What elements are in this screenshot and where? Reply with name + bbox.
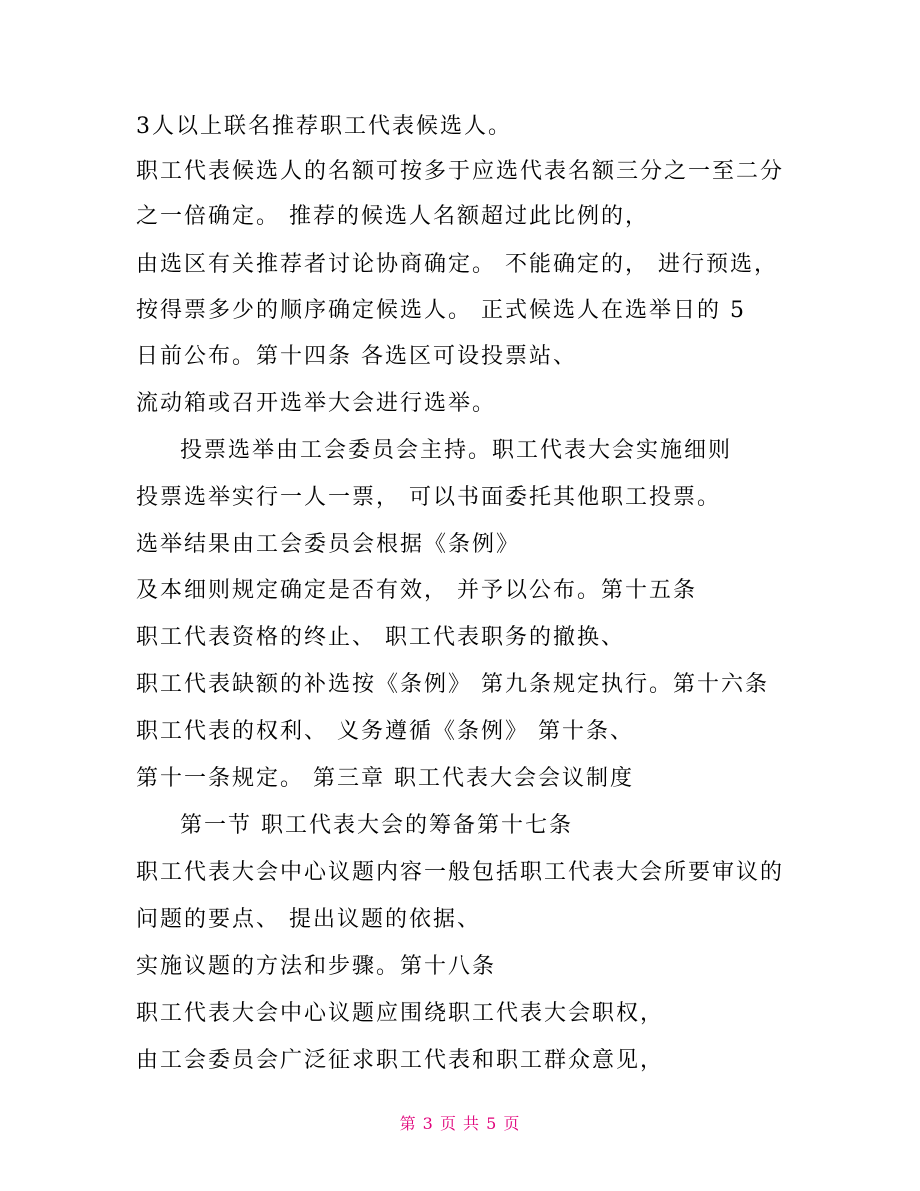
text-line-17: 职工代表大会中心议题内容一般包括职工代表大会所要审议的 [136,860,785,885]
text-line-5: 按得票多少的顺序确定候选人。 正式候选人在选举日的 5 [136,298,746,323]
text-line-8: 投票选举由工会委员会主持。职工代表大会实施细则 [180,438,733,463]
text-line-11: 及本细则规定确定是否有效， 并予以公布。第十五条 [136,578,697,603]
text-line-2: 职工代表候选人的名额可按多于应选代表名额三分之一至二分 [136,159,785,184]
text-line-3: 之一倍确定。 推荐的候选人名额超过此比例的， [136,204,649,229]
text-line-13: 职工代表缺额的补选按《条例》 第九条规定执行。第十六条 [136,672,769,697]
section-heading: 第一节 职工代表大会的筹备第十七条 [180,813,573,838]
text-line-20: 职工代表大会中心议题应围绕职工代表大会职权， [136,1001,665,1026]
text-line-21: 由工会委员会广泛征求职工代表和职工群众意见， [136,1048,665,1073]
text-line-15: 第十一条规定。 第三章 职工代表大会会议制度 [136,766,634,791]
text-line-18: 问题的要点、 提出议题的依据、 [136,907,481,932]
text-line-10: 选举结果由工会委员会根据《条例》 [136,532,521,557]
text-line-19: 实施议题的方法和步骤。第十八条 [136,954,497,979]
text-line-12: 职工代表资格的终止、 职工代表职务的撤换、 [136,625,625,650]
text-line-9: 投票选举实行一人一票， 可以书面委托其他职工投票。 [136,485,721,510]
text-line-6: 日前公布。第十四条 各选区可设投票站、 [136,344,577,369]
text-line-4: 由选区有关推荐者讨论协商确定。 不能确定的， 进行预选， [136,252,778,277]
page-number-footer: 第 3 页 共 5 页 [399,1114,521,1133]
text-line-1: 3人以上联名推荐职工代表候选人。 [136,114,512,139]
text-line-7: 流动箱或召开选举大会进行选举。 [136,391,497,416]
text-line-14: 职工代表的权利、 义务遵循《条例》 第十条、 [136,719,634,744]
